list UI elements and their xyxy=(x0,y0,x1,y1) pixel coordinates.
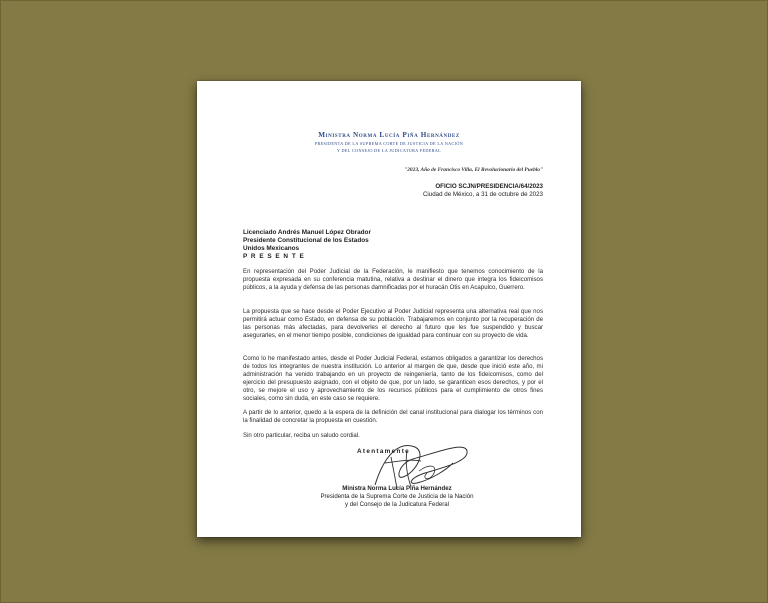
letter-page xyxy=(197,81,581,537)
signer-role-1: Presidenta de la Suprema Corte de Justicia de la Nación xyxy=(320,493,474,500)
body-paragraph-4: A partir de lo anterior, quedo a la espera de la definición del canal institucional para dialogar los términos con la finalidad de concretar la propuesta en cuestión. xyxy=(243,409,543,424)
signer-name: Ministra Norma Lucía Piña Hernández xyxy=(342,485,452,492)
letter-date: Ciudad de México, a 31 de octubre de 2023 xyxy=(422,191,543,198)
recipient-name: Licenciado Andrés Manuel López Obrador xyxy=(243,229,371,236)
oficio-number: OFICIO SCJN/PRESIDENCIA/64/2023 xyxy=(435,183,543,190)
body-paragraph-2: La propuesta que se hace desde el Poder Ejecutivo al Poder Judicial representa una alternativa real que nos permitirá actuar como Estado, en defensa de su población. Trabajaremos en conjunto por la recuperación de las personas más afectadas, para devolverles el derecho al futuro que les fue suspendido y buscar asegurarles, en el menor tiempo posible, condiciones de igualdad para continuar con su proyecto de vida. xyxy=(243,308,543,339)
recipient-title-1: Presidente Constitucional de los Estados xyxy=(243,237,369,244)
body-paragraph-5: Sin otro particular, reciba un saludo cordial. xyxy=(243,432,360,439)
body-paragraph-3: Como lo he manifestado antes, desde el Poder Judicial Federal, estamos obligados a garantizar los derechos de todos los integrantes de nuestra institución. Lo anterior al margen de que, desde que inició este año, mi administración ha venido trabajando en un proyecto de reingeniería, tanto de los fideicomisos, como del ejercicio del presupuesto asignado, con el objeto de que, por un lado, se garanticen esos derechos, y por el otro, se mejore el uso y aprovechamiento de los recursos públicos para el cumplimiento de otros fines sociales, como sin duda, en este caso se requiere. xyxy=(243,355,543,402)
closing-atentamente: Atentamente xyxy=(357,448,411,455)
signer-role-2: y del Consejo de la Judicatura Federal xyxy=(345,501,449,508)
letterhead-line-1: PRESIDENTA DE LA SUPREMA CORTE DE JUSTICIA DE LA NACIÓN xyxy=(314,141,464,146)
letterhead-name: Ministra Norma Lucía Piña Hernández xyxy=(318,131,460,139)
letterhead-line-2: Y DEL CONSEJO DE LA JUDICATURA FEDERAL xyxy=(336,148,442,153)
recipient-title-2: Unidos Mexicanos xyxy=(243,245,300,252)
presente-label: P R E S E N T E xyxy=(243,253,305,260)
year-motto: "2023, Año de Francisco Villa, El Revolucionario del Pueblo" xyxy=(404,167,543,173)
body-paragraph-1: En representación del Poder Judicial de la Federación, le manifiesto que tenemos conocimiento de la propuesta expresada en su conferencia matutina, relativa a destinar el dinero que integra los fideicomisos públicos, a la ayuda y defensa de las personas damnificadas por el huracán Otis en Acapulco, Guerrero. xyxy=(243,268,543,291)
